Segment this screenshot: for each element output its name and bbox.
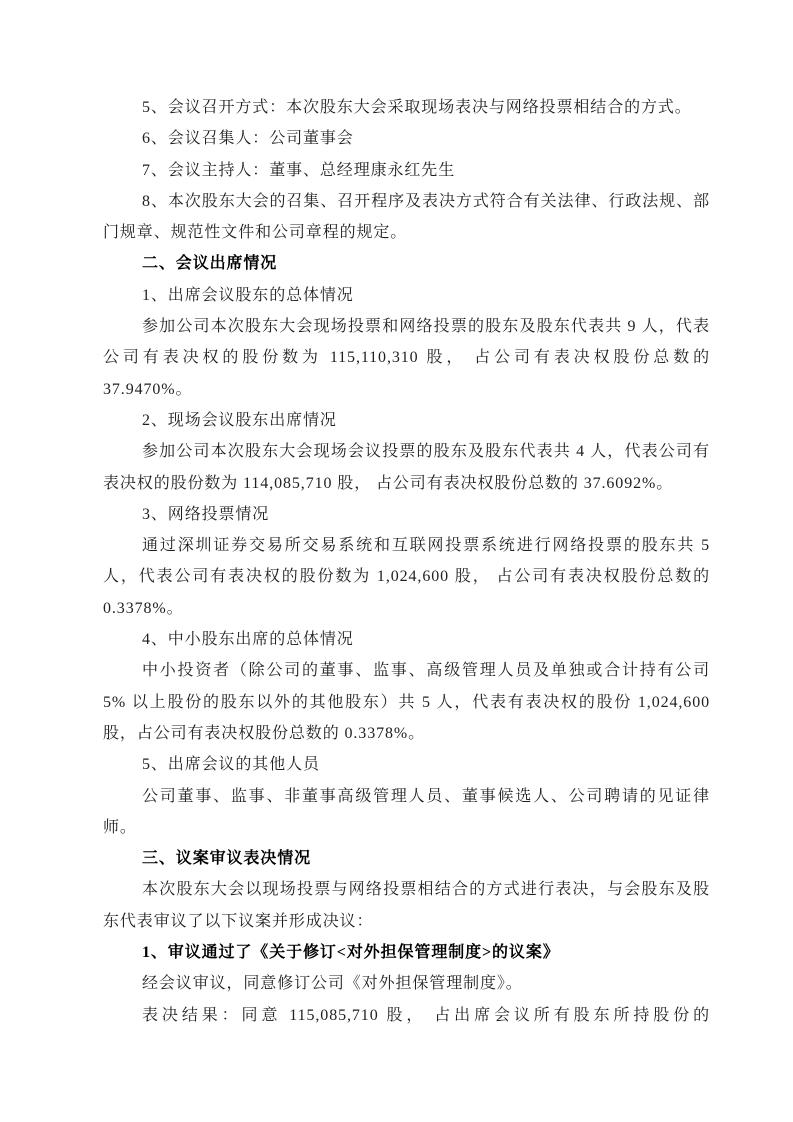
- para-online-voting-title: 3、网络投票情况: [142, 505, 270, 523]
- heading-proposal-1: 1、审议通过了《关于修订<对外担保管理制度>的议案》: [142, 944, 560, 962]
- para-minority-attendance-title: 4、中小股东出席的总体情况: [142, 631, 354, 649]
- para-overall-attendance-detail: 参加公司本次股东大会现场投票和网络投票的股东及股东代表共 9 人，代表公司有表决权的股份数为 115,110,310 股， 占公司有表决权股份总数的 37.9470%。: [103, 318, 710, 398]
- para-legality: 8、本次股东大会的召集、召开程序及表决方式符合有关法律、行政法规、部门规章、规范性文件和公司章程的规定。: [103, 192, 710, 242]
- para-voting-method: 本次股东大会以现场投票与网络投票相结合的方式进行表决，与会股东及股东代表审议了以下议案并形成决议：: [103, 881, 710, 930]
- para-overall-attendance-title: 1、出席会议股东的总体情况: [142, 286, 354, 304]
- para-presider: 7、会议主持人：董事、总经理康永红先生: [142, 161, 456, 179]
- para-proposal-1-vote-result: 表决结果：同意 115,085,710 股， 占出席会议所有股东所持股份的: [142, 1006, 710, 1024]
- para-onsite-attendance-detail: 参加公司本次股东大会现场会议投票的股东及股东代表共 4 人，代表公司有表决权的股份数为 114,085,710 股， 占公司有表决权股份总数的 37.6092%。: [103, 443, 710, 492]
- para-other-attendees-title: 5、出席会议的其他人员: [142, 756, 320, 774]
- para-online-voting-detail: 通过深圳证券交易所交易系统和互联网投票系统进行网络投票的股东共 5 人，代表公司有表决权的股份数为 1,024,600 股， 占公司有表决权股份总数的 0.3378%。: [103, 537, 710, 617]
- para-convening-method: 5、会议召开方式：本次股东大会采取现场表决与网络投票相结合的方式。: [142, 99, 692, 116]
- para-convener: 6、会议召集人：公司董事会: [142, 130, 354, 148]
- para-minority-attendance-detail: 中小投资者（除公司的董事、监事、高级管理人员及单独或合计持有公司 5% 以上股份的股东以外的其他股东）共 5 人，代表有表决权的股份 1,024,600 股，占公司有表决权股份总数的 0.3378%。: [103, 662, 710, 742]
- heading-attendance: 二、会议出席情况: [142, 255, 278, 273]
- para-onsite-attendance-title: 2、现场会议股东出席情况: [142, 411, 337, 429]
- para-proposal-1-resolution: 经会议审议，同意修订公司《对外担保管理制度》。: [142, 975, 523, 993]
- document-body: [103, 92, 710, 1031]
- heading-deliberation: 三、议案审议表决情况: [142, 850, 312, 868]
- para-other-attendees-detail: 公司董事、监事、非董事高级管理人员、董事候选人、公司聘请的见证律师。: [103, 787, 710, 836]
